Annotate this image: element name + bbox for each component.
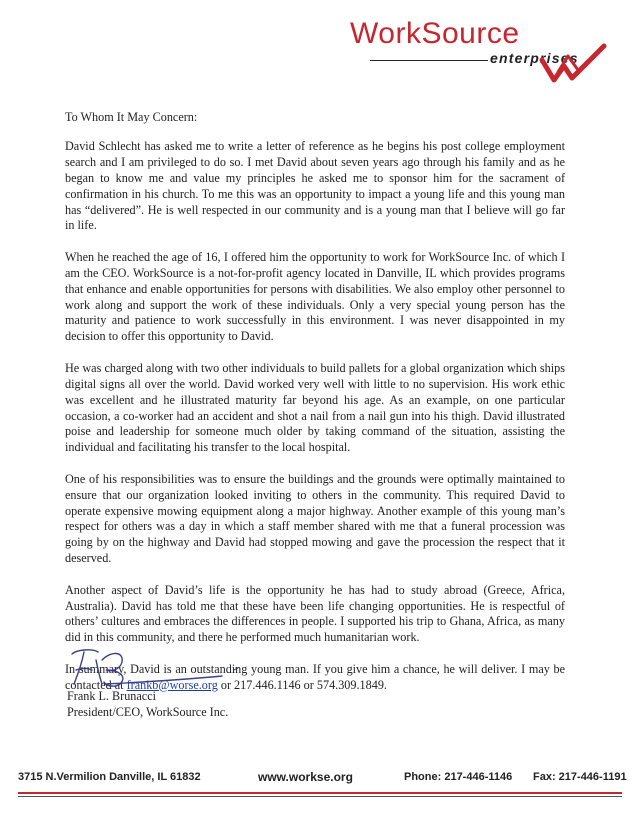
logo-underline [370, 60, 488, 61]
paragraph-2: When he reached the age of 16, I offered him the opportunity to work for WorkSource Inc. of which I am the CEO. WorkSource is a not-for-profit agency located in Danville, IL which provides programs that enhance and enable opportunities for persons with disabilities. We also employ other personnel to work along and support the work of these individuals. Only a very special young person has the maturity and patience to work successfully in this environment. I was never disappointed in my decision to offer this opportunity to David. [65, 249, 565, 344]
closing-text-before: In summary, David is an outstanding young man. If you give him a chance, he will deliver. I may be contacted at [65, 661, 565, 692]
handwritten-signature-icon [62, 640, 262, 690]
logo-brand-text: WorkSource [350, 17, 520, 50]
letterhead-footer [18, 768, 627, 790]
footer-phone: Phone: 217-446-1146 [404, 771, 513, 783]
checkmark-swoosh-icon [538, 42, 608, 86]
paragraph-5: Another aspect of David’s life is the opportunity he has had to study abroad (Greece, Africa, Australia). David has told me that these have been life changing opportunities. He is respectful of others’ cultures and embraces the differences in people. I supported his trip to Ghana, Africa, as many did in this community, and there he performed much humanitarian work. [65, 582, 565, 645]
closing-text-after: or 217.446.1146 or 574.309.1849. [217, 677, 387, 692]
footer-rule-dark [18, 796, 622, 797]
signer-title: President/CEO, WorkSource Inc. [67, 705, 229, 719]
signer-name: Frank L. Brunacci [67, 689, 157, 703]
paragraph-1: David Schlecht has asked me to write a letter of reference as he begins his post college employment search and I am privileged to do so. I met David about seven years ago through his family and as he began to know me and value my principles he asked me to sponsor him for the sacrament of confirmation in his church. To me this was an opportunity to impact a young life and this young man has “delivered”. He is well respected in our community and is a young man that I believe will go far in life. [65, 138, 565, 233]
paragraph-4: One of his responsibilities was to ensure the buildings and the grounds were optimally maintained to ensure that our organization looked inviting to others in the community. This required David to operate expensive mowing equipment along a major highway. Another example of this young man’s respect for others was a day in which a staff member shared with me that a funeral procession was going by on the highway and David had stopped mowing and gave the procession the respect that it deserved. [65, 471, 565, 566]
logo-sub-text: enterprises [490, 50, 579, 66]
paragraph-3: He was charged along with two other individuals to build pallets for a global organization which ships digital signs all over the world. David worked very well with little to no supervision. His work ethic was excellent and he illustrated maturity far beyond his age. As an example, on one particular occasion, a co-worker had an accident and shot a nail from a nail gun into his thigh. David illustrated poise and leadership for someone much older by taking command of the situation, assisting the individual and facilitating his transfer to the local hospital. [65, 360, 565, 455]
footer-fax: Fax: 217-446-1191 [533, 771, 627, 783]
worksource-logo [340, 16, 620, 88]
footer-address: 3715 N.Vermilion Danville, IL 61832 [18, 771, 201, 783]
letter-body [65, 110, 565, 709]
footer-website[interactable]: www.workse.org [258, 770, 353, 784]
salutation: To Whom It May Concern: [65, 110, 198, 124]
footer-rule-red [18, 792, 622, 794]
email-link[interactable]: frankb@worse.org [126, 677, 218, 692]
